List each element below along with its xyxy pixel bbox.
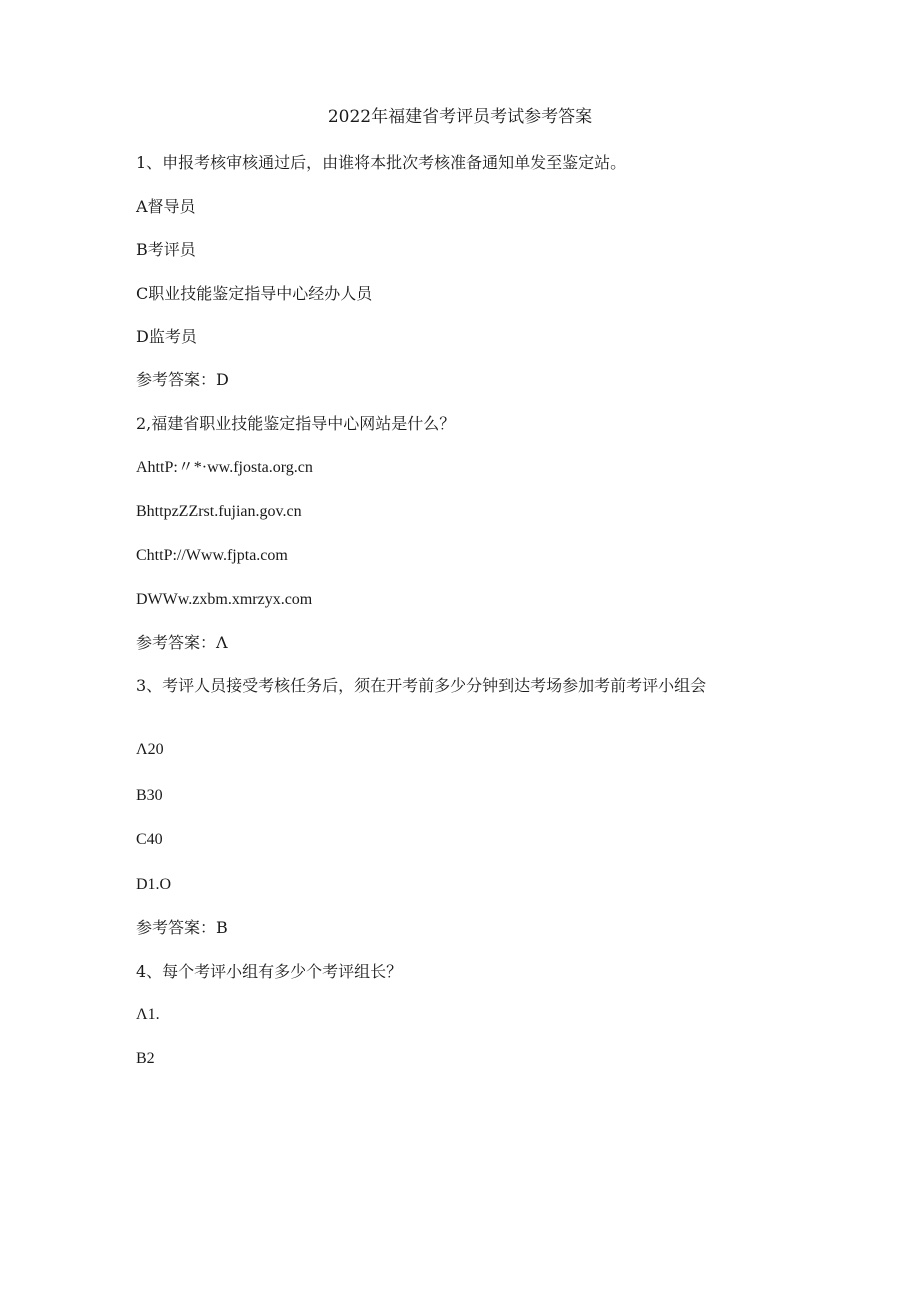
question-3-answer: 参考答案：B xyxy=(136,918,228,937)
question-3-option-b: B30 xyxy=(136,787,163,804)
question-3-text: 3、考评人员接受考核任务后，须在开考前多少分钟到达考场参加考前考评小组会 xyxy=(136,676,707,695)
question-2-option-c: ChttP://Www.fjpta.com xyxy=(136,547,288,564)
question-4-text: 4、每个考评小组有多少个考评组长？ xyxy=(136,962,403,981)
document-title: 2022年福建省考评员考试参考答案 xyxy=(327,107,593,127)
question-3-option-d: D1.O xyxy=(136,876,172,893)
question-1-answer: 参考答案：D xyxy=(136,370,229,389)
question-2-option-d: DWWw.zxbm.xmrzyx.com xyxy=(136,591,313,608)
question-2-option-b: BhttpzZZrst.fujian.gov.cn xyxy=(136,503,302,520)
question-1-option-c: C职业技能鉴定指导中心经办人员 xyxy=(136,284,373,303)
question-3-option-a: Λ20 xyxy=(136,741,164,758)
question-3-option-c: C40 xyxy=(136,831,163,848)
question-2-text: 2,福建省职业技能鉴定指导中心网站是什么？ xyxy=(136,414,456,433)
question-2-option-a: AhttP:〃*·ww.fjosta.org.cn xyxy=(136,459,313,476)
question-4-option-a: Λ1. xyxy=(136,1006,160,1023)
question-2-answer: 参考答案：Λ xyxy=(136,633,228,652)
question-1-option-d: D监考员 xyxy=(136,327,197,346)
question-1-text: 1、申报考核审核通过后，由谁将本批次考核准备通知单发至鉴定站。 xyxy=(136,153,627,172)
question-1-option-b: B考评员 xyxy=(136,240,196,259)
question-1-option-a: A督导员 xyxy=(136,197,196,216)
question-4-option-b: B2 xyxy=(136,1050,155,1067)
